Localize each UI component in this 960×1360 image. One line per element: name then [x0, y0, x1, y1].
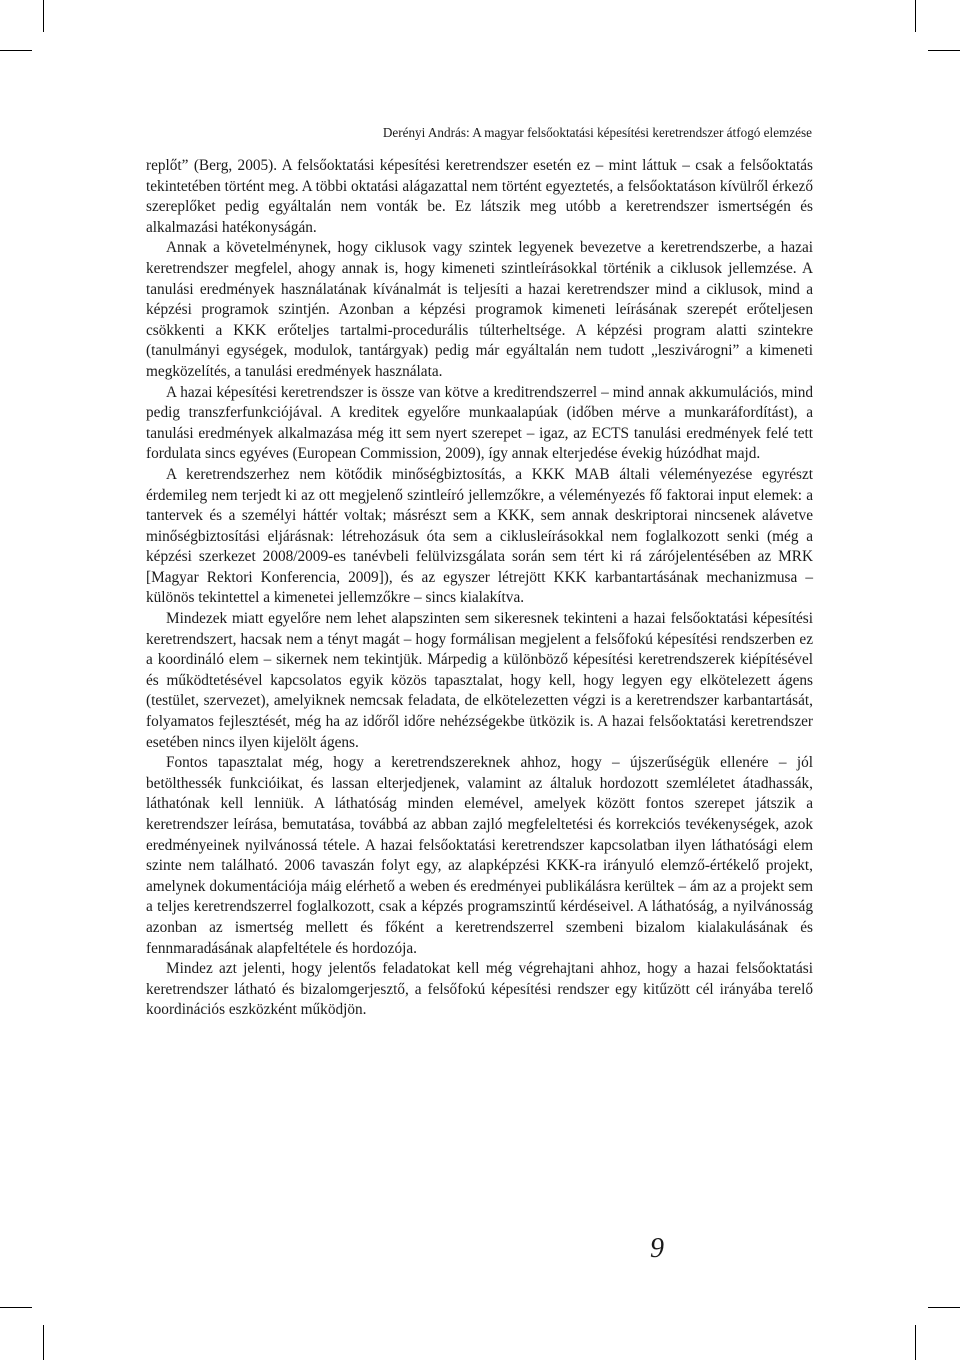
- crop-mark: [43, 0, 44, 32]
- paragraph: A keretrendszerhez nem kötődik minőségbiztosítás, a KKK MAB általi véleményezése egyrészt érdemileg nem terjedt ki az ott megjelenő szintleíró jellemzőkre, a véleményezés fő faktorai input elemek: a tantervek és a személyi háttér voltak; másrészt sem a KKK, sem annak deskriptorai nincsenek alávetve minőségbiztosítási eljárásnak: létrehozásuk óta sem a ciklusleírásokkal nem foglalkozott senki (még a képzési szerkezet 2008/2009-es tanévbeli felülvizsgálata során sem tért ki rá zárójelentésében az MRK [Magyar Rektori Konferencia, 2009]), és az egyszer létrejött KKK karbantartásának mechanizmusa – különös tekintettel a kimenetei jellemzőkre – sincs kialakítva.: [146, 465, 813, 607]
- crop-mark: [0, 50, 32, 51]
- paragraph: A hazai képesítési keretrendszer is össze van kötve a kreditrendszerrel – mind annak akkumulációs, mind pedig transzferfunkciójával. A kreditek egyelőre munkaalapúak (időben mérve a munkaráfordítást), a tanulási eredmények alkalmazása még itt sem nyert szerepet – igaz, az ECTS tanulási eredmények felé tett fordulata sincs egyéves (European Commission, 2009), így annak elterjedése évekig húzódhat majd.: [146, 383, 813, 463]
- paragraph: Annak a követelménynek, hogy ciklusok vagy szintek legyenek bevezetve a keretrendszerbe, a hazai keretrendszer megfelel, ahogy annak is, hogy kimeneti szintleírásokkal történik a ciklusok jellemzése. A tanulási eredmények használatának kívánalmát is teljesíti a hazai keretrendszer mind a ciklusok, mind a képzési programok szintjén. Azonban a képzési programok kimeneti leírásának szerepét erőteljesen csökkenti a KKK erőteljes tartalmi-procedurális túlterheltsége. A képzési program alatti szintekre (tanulmányi egységek, modulok, tantárgyak) pedig már egyáltalán nem tudott „leszivárogni” a kimeneti megközelítés, a tanulási eredmények használata.: [146, 239, 813, 380]
- crop-mark: [43, 1325, 44, 1360]
- page-number: 9: [650, 1233, 664, 1264]
- crop-mark: [915, 0, 916, 32]
- paragraph: Fontos tapasztalat még, hogy a keretrendszereknek ahhoz, hogy – újszerűségük ellenére – jól betölthessék funkcióikat, és lassan elterjedjenek, valamint az általuk hordozott szemléletet átadhassák, láthatónak kell lenniük. A láthatóság minden elemével, amelyek között fontos szerepet játszik a keretrendszer leírása, bemutatása, továbbá az abban zajló megfeleltetési és korrekciós tevékenységek, azok eredményeinek nyilvánossá tétele. A hazai felsőoktatási keretrendszer kapcsolatban ilyen láthatósági elem szinte nem található. 2006 tavaszán folyt egy, az alapképzési KKK-ra irányuló elemző-értékelő projekt, amelynek dokumentációja máig elérhető a weben és eredményei publikálásra kerültek – ám az a projekt sem a teljes keretrendszerrel foglalkozott, csak a képzés programszintű kérdéseivel. A láthatóság, a nyilvánosság azonban az ismertség mellett és főként a keretrendszerrel szembeni bizalom kialakulásának és fennmaradásának alapfeltétele és hordozója.: [146, 754, 813, 957]
- paragraph: replőt” (Berg, 2005). A felsőoktatási képesítési keretrendszer esetén ez – mint láttuk – csak a felsőoktatás tekintetében történt meg. A többi oktatási alágazattal nem történt egyeztetés, a felsőoktatáson kívülről érkező szereplőket pedig egyáltalán nem vonták be. Ez látszik meg utóbb a keretrendszer ismertségén és alkalmazási hatékonyságán.: [146, 157, 813, 236]
- crop-mark: [915, 1325, 916, 1360]
- crop-mark: [0, 1307, 32, 1308]
- paragraph: Mindezek miatt egyelőre nem lehet alapszinten sem sikeresnek tekinteni a hazai felsőoktatási képesítési keretrendszert, hacsak nem a tényt magát – hogy formálisan megjelent a felsőfokú képesítési rendszerben ez a koordináló elem – sikernek nem tekintjük. Márpedig a különböző képesítési keretrendszerek kiépítésével és működtetésével kapcsolatos egyik közös tapasztalat, hogy kell, hogy legyen egy elkötelezett ágens (testület, szervezet), amelyiknek nemcsak feladata, de elkötelezetten végzi is a keretrendszer karbantartását, folyamatos fejlesztését, még ha az időről időre nehézségekbe ütközik is. A hazai felsőoktatási keretrendszer esetében nincs ilyen kijelölt ágens.: [146, 610, 813, 751]
- crop-mark: [928, 1307, 960, 1308]
- running-head: Derényi András: A magyar felsőoktatási képesítési keretrendszer átfogó elemzése: [382, 125, 812, 140]
- paragraph: Mindez azt jelenti, hogy jelentős feladatokat kell még végrehajtani ahhoz, hogy a hazai felsőoktatási keretrendszer látható és bizalomgerjesztő, a felsőfokú képesítési rendszer egy kitűzött cél irányába terelő koordinációs eszközként működjön.: [146, 960, 813, 1019]
- crop-mark: [928, 50, 960, 51]
- body-text: [146, 156, 813, 1021]
